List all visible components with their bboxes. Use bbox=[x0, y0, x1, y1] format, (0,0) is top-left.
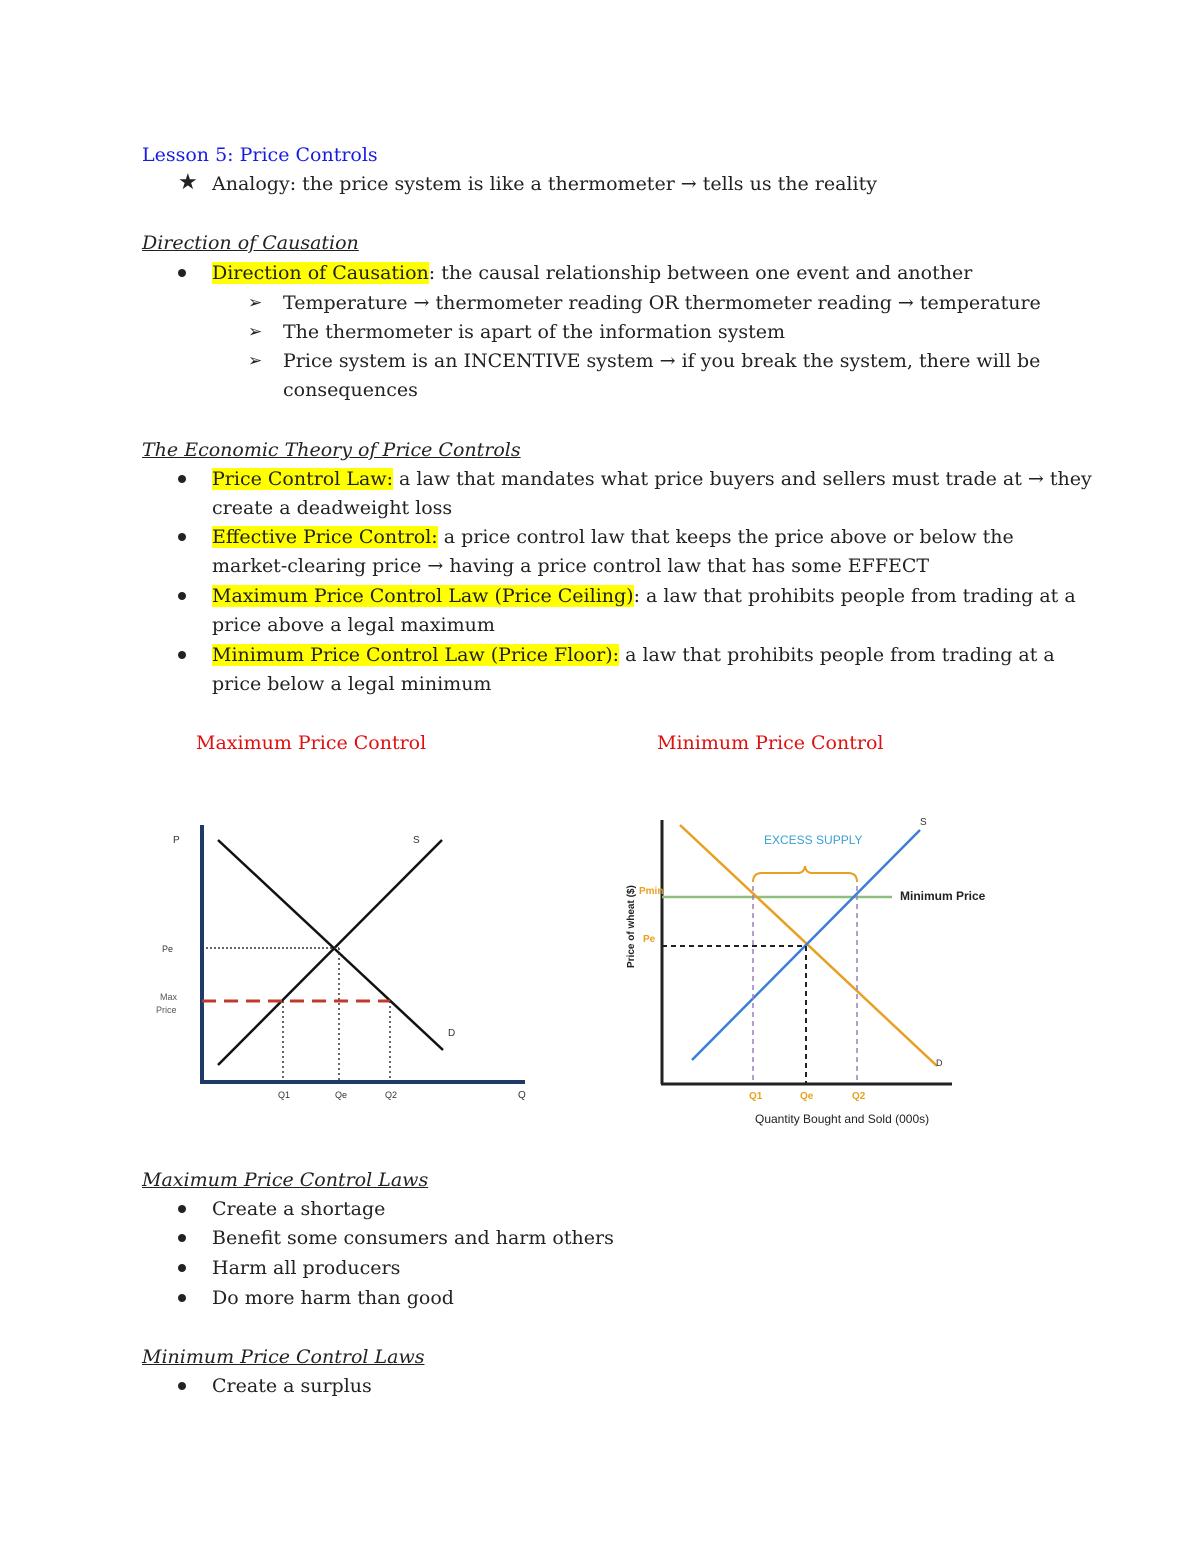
q1-tick: Q1 bbox=[278, 1090, 291, 1100]
list-item: Do more harm than good bbox=[212, 1287, 454, 1309]
section-heading-causation: Direction of Causation bbox=[142, 232, 359, 254]
excess-supply-bracket bbox=[753, 866, 857, 882]
arrow-bullet-icon: ➢ bbox=[248, 322, 263, 342]
sub-point-continued: consequences bbox=[283, 379, 418, 401]
sub-point: Temperature → thermometer reading OR thermometer reading → temperature bbox=[283, 292, 1041, 314]
min-price-chart bbox=[612, 808, 992, 1138]
sub-point: Price system is an INCENTIVE system → if you break the system, there will be bbox=[283, 350, 1041, 372]
definition-item-continued: price above a legal maximum bbox=[212, 614, 495, 636]
demand-label: D bbox=[936, 1058, 943, 1068]
max-tick: Max bbox=[160, 992, 178, 1002]
definition-item: Price Control Law: a law that mandates what price buyers and sellers must trade at → they bbox=[212, 468, 1092, 490]
star-bullet-icon: ★ bbox=[178, 170, 198, 195]
analogy-text: Analogy: the price system is like a thermometer → tells us the reality bbox=[212, 173, 877, 195]
arrow-bullet-icon: ➢ bbox=[248, 293, 263, 313]
sub-point: The thermometer is apart of the information system bbox=[283, 321, 785, 343]
list-item: Harm all producers bbox=[212, 1257, 401, 1279]
arrow-bullet-icon: ➢ bbox=[248, 351, 263, 371]
supply-label: S bbox=[920, 817, 927, 828]
chart-title-max: Maximum Price Control bbox=[196, 732, 427, 754]
definition-item: Maximum Price Control Law (Price Ceiling): a law that prohibits people from trading at a bbox=[212, 585, 1076, 607]
bullet-icon bbox=[178, 475, 186, 483]
definition-item-continued: create a deadweight loss bbox=[212, 497, 453, 519]
page-title: Lesson 5: Price Controls bbox=[142, 144, 378, 166]
q2-tick: Q2 bbox=[852, 1091, 866, 1102]
q1-tick: Q1 bbox=[749, 1091, 763, 1102]
bullet-icon bbox=[178, 592, 186, 600]
excess-supply-label: EXCESS SUPPLY bbox=[764, 833, 863, 847]
section-heading-max-laws: Maximum Price Control Laws bbox=[142, 1169, 429, 1191]
demand-label: D bbox=[448, 1028, 456, 1039]
list-item: Create a shortage bbox=[212, 1198, 386, 1220]
definition-item-continued: market-clearing price → having a price control law that has some EFFECT bbox=[212, 555, 930, 577]
bullet-icon bbox=[178, 533, 186, 541]
supply-curve bbox=[218, 840, 442, 1065]
bullet-icon bbox=[178, 269, 186, 277]
list-item: Benefit some consumers and harm others bbox=[212, 1227, 614, 1249]
x-axis-label: Q bbox=[518, 1090, 526, 1101]
bullet-icon bbox=[178, 1264, 186, 1272]
bullet-icon bbox=[178, 651, 186, 659]
price-tick: Price bbox=[156, 1005, 177, 1015]
qe-tick: Qe bbox=[335, 1090, 348, 1100]
max-price-chart bbox=[150, 810, 545, 1130]
section-heading-min-laws: Minimum Price Control Laws bbox=[142, 1346, 425, 1368]
minimum-price-label: Minimum Price bbox=[900, 889, 986, 903]
q2-tick: Q2 bbox=[385, 1090, 398, 1100]
y-axis-label: Price of wheat ($) bbox=[626, 885, 637, 968]
chart-title-min: Minimum Price Control bbox=[657, 732, 884, 754]
pmin-tick: Pmin bbox=[639, 886, 664, 897]
y-axis-label: P bbox=[173, 835, 180, 846]
definition-item-continued: price below a legal minimum bbox=[212, 673, 492, 695]
qe-tick: Qe bbox=[800, 1091, 814, 1102]
definition-item: Minimum Price Control Law (Price Floor): a law that prohibits people from trading at a bbox=[212, 644, 1055, 666]
bullet-icon bbox=[178, 1382, 186, 1390]
bullet-icon bbox=[178, 1294, 186, 1302]
x-axis-label: Quantity Bought and Sold (000s) bbox=[755, 1112, 930, 1126]
supply-label: S bbox=[413, 835, 420, 846]
bullet-icon bbox=[178, 1234, 186, 1242]
causation-definition: Direction of Causation: the causal relationship between one event and another bbox=[212, 262, 973, 284]
pe-tick: Pe bbox=[643, 934, 656, 945]
list-item: Create a surplus bbox=[212, 1375, 372, 1397]
section-heading-theory: The Economic Theory of Price Controls bbox=[142, 439, 521, 461]
definition-item: Effective Price Control: a price control law that keeps the price above or below the bbox=[212, 526, 1014, 548]
pe-tick: Pe bbox=[162, 944, 174, 954]
bullet-icon bbox=[178, 1205, 186, 1213]
